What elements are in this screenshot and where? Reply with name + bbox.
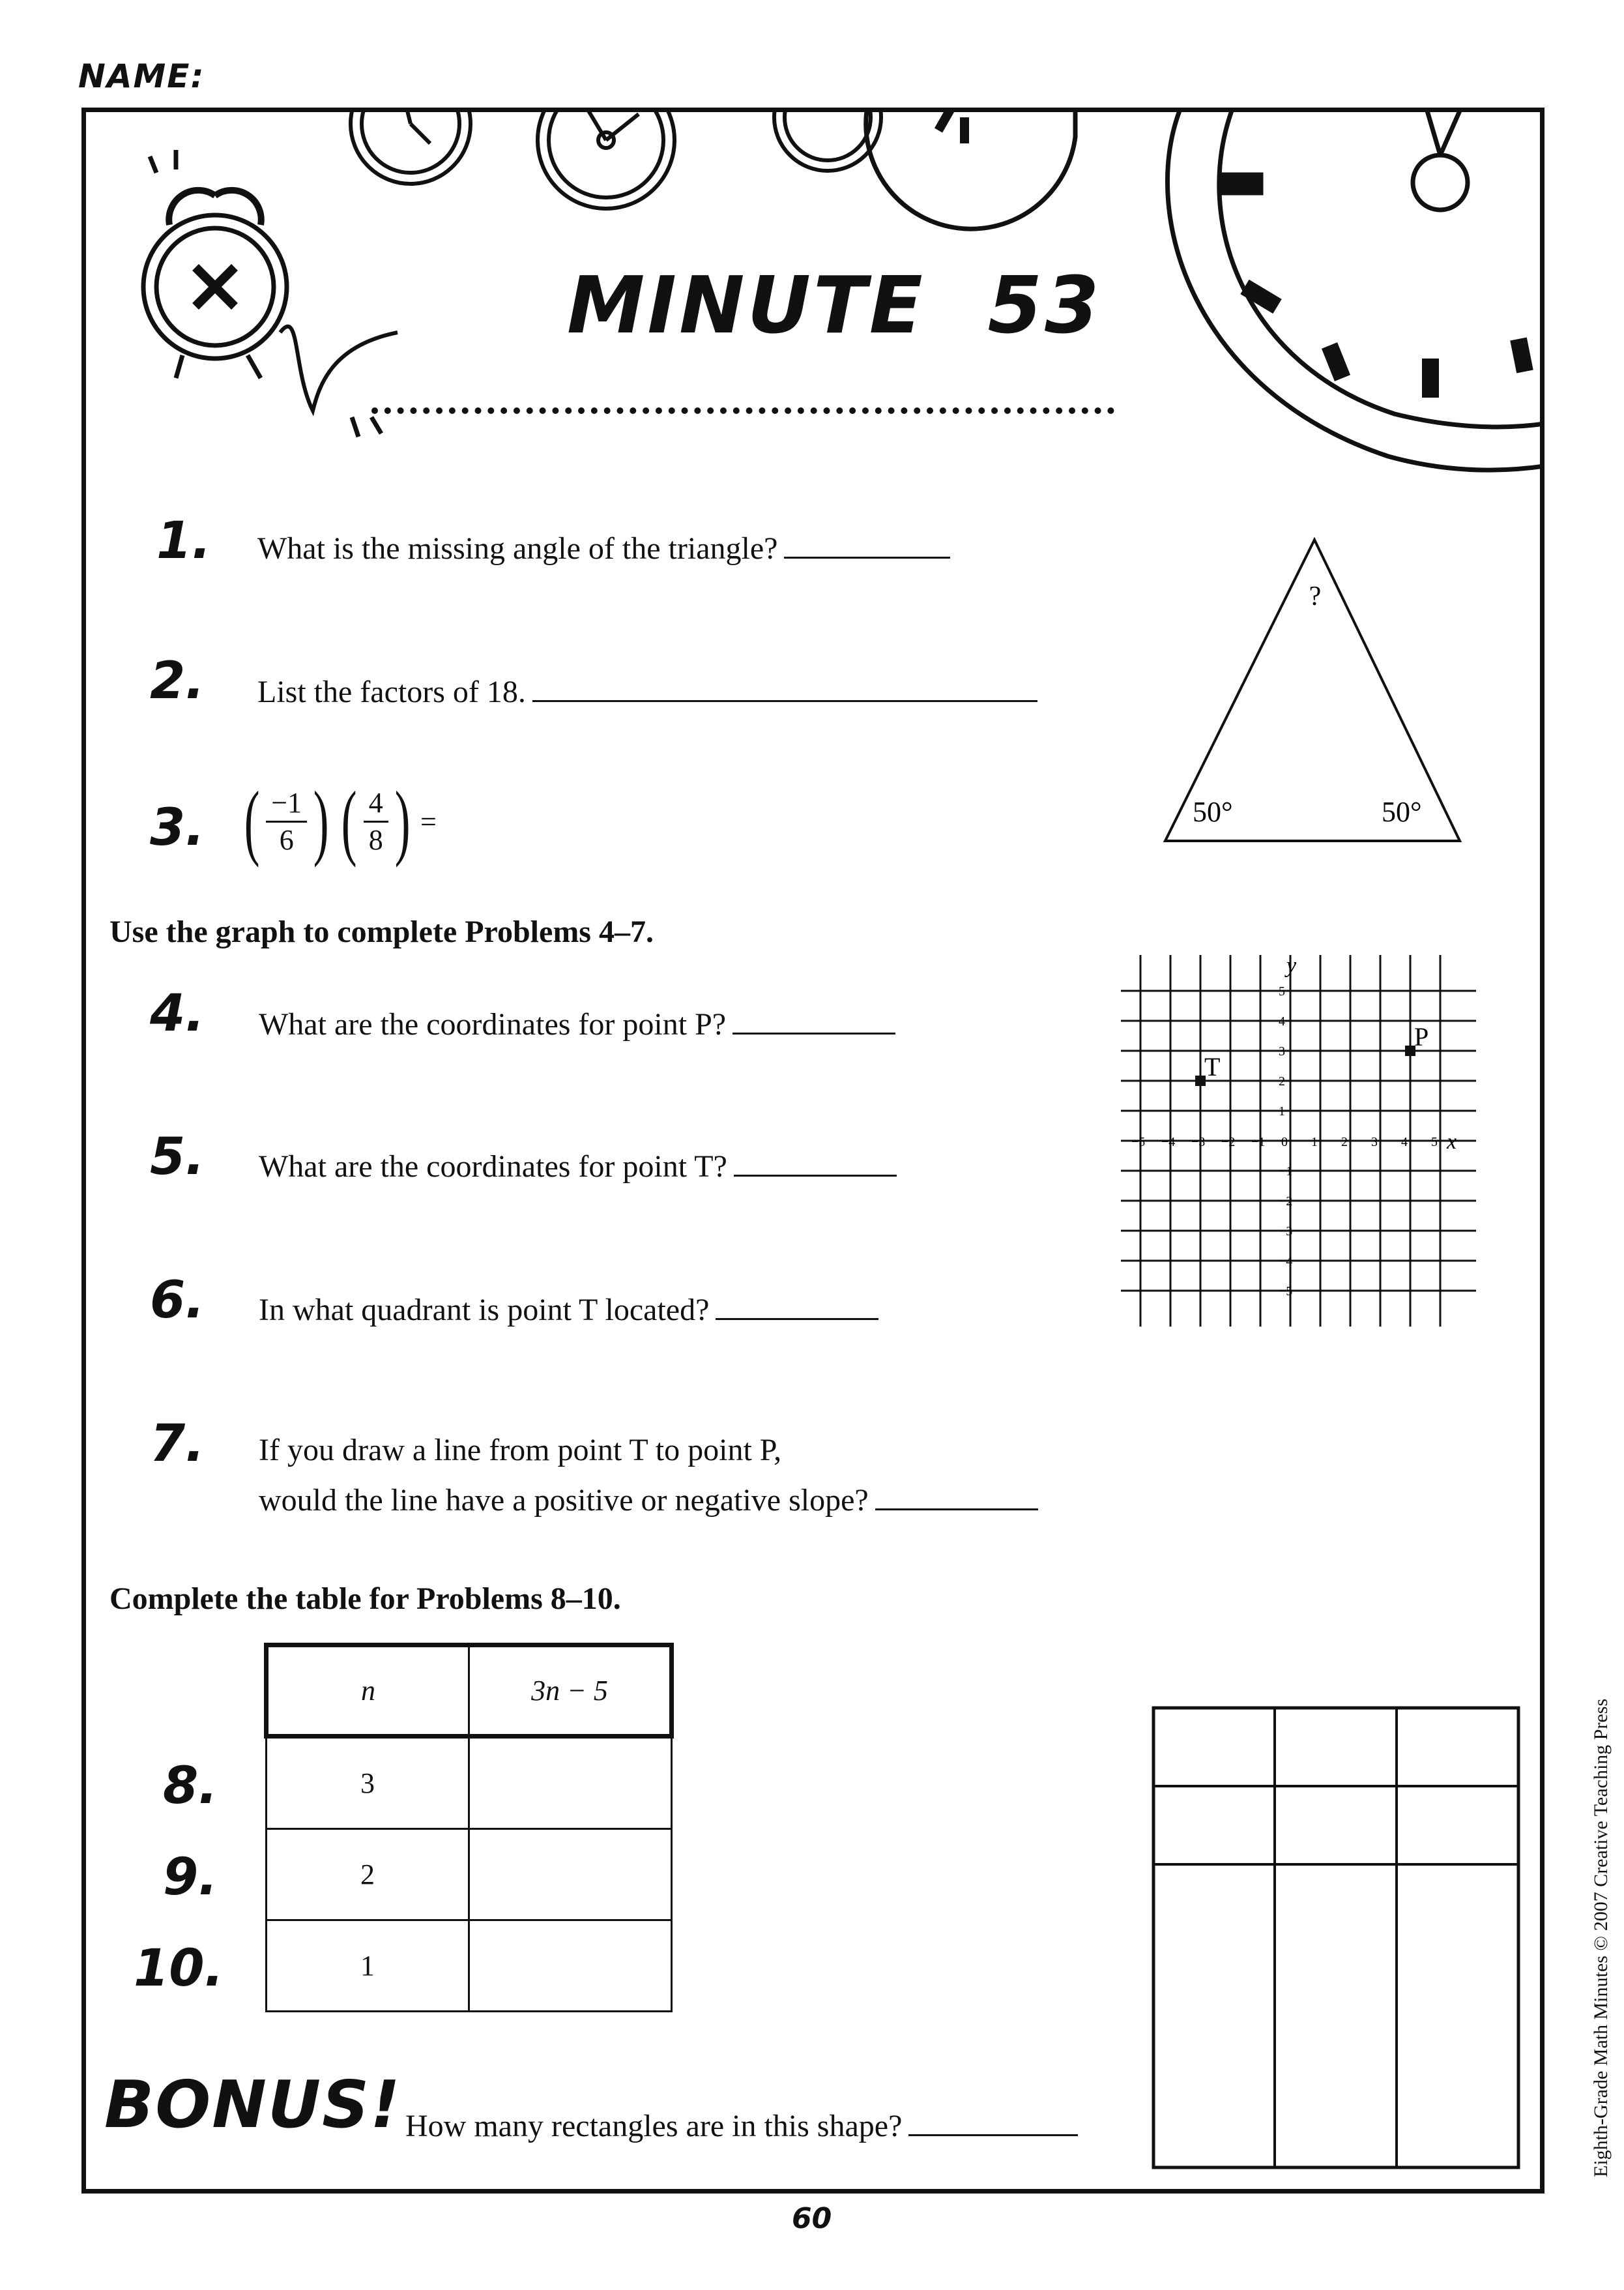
question-8-number: 8. [163,1757,218,1815]
answer-blank-7[interactable] [875,1480,1038,1510]
y-axis-label: y [1286,954,1297,978]
triangle-diagram [1160,535,1470,847]
question-1 [257,528,950,566]
question-7-line-1: If you draw a line from point T to point P, [259,1433,782,1467]
y-tick-label: −2 [1279,1194,1293,1209]
equals-sign: = [420,805,437,838]
answer-cell-8[interactable] [469,1737,672,1829]
header-n: n [267,1645,469,1737]
fraction-2: $\frac{4}{8}$ [364,785,388,858]
fraction-1: $\frac{-1}{6}$ [266,785,307,858]
rectangles-shape [1150,1705,1522,2171]
question-5 [259,1146,897,1184]
point-T-label: T [1204,1052,1221,1081]
question-6 [259,1289,878,1328]
question-1-text: What is the missing angle of the triangle? [257,531,778,566]
question-7-number: 7. [150,1415,205,1473]
small-clock-icon-2 [538,111,674,209]
bonus-label: BONUS! [104,2066,401,2143]
y-tick-label: 4 [1279,1014,1285,1029]
title-dotted-rule [371,407,1114,414]
question-4 [259,1004,895,1042]
page-number: 60 [792,2202,832,2235]
small-clock-icon-1 [351,111,471,184]
alarm-clock-icon [143,150,398,437]
large-clock-icon [1167,111,1544,470]
header-expression: 3n − 5 [469,1645,672,1737]
answer-blank-5[interactable] [734,1146,897,1177]
question-10-number: 10. [134,1939,224,1998]
triangle-left-angle-label: 50° [1193,796,1233,828]
medium-clock-icon [866,111,1075,229]
name-label: NAME: [78,57,205,95]
x-tick-label: 2 [1341,1135,1348,1149]
x-tick-label: 5 [1431,1135,1438,1149]
table-instructions: Complete the table for Problems 8–10. [109,1581,621,1616]
y-tick-label: 3 [1279,1044,1285,1059]
question-6-text: In what quadrant is point T located? [259,1293,710,1327]
question-2-number: 2. [150,652,205,711]
title-word: MINUTE [567,261,925,351]
answer-blank-4[interactable] [732,1004,895,1035]
x-tick-label: −1 [1251,1135,1266,1149]
function-table [264,1643,674,2012]
triangle-right-angle-label: 50° [1382,796,1422,828]
y-tick-label: −5 [1279,1284,1293,1299]
question-6-number: 6. [150,1271,205,1330]
coordinate-grid [1121,926,1486,1362]
table-row [267,1829,672,1920]
x-tick-label: −2 [1221,1135,1236,1149]
y-tick-label: 2 [1279,1074,1285,1089]
title-number: 53 [987,261,1102,351]
page-title [567,261,1102,351]
question-2 [257,671,1037,710]
table-row [267,1920,672,2012]
question-9-number: 9. [163,1848,218,1907]
question-3-expression: ( $\frac{-1}{6}$ ) ( $\frac{4}{8}$ ) = [244,774,437,868]
question-1-number: 1. [156,512,211,570]
answer-blank-2[interactable] [532,671,1037,702]
table-row [267,1737,672,1829]
y-tick-label: −4 [1279,1254,1293,1269]
question-5-number: 5. [150,1128,205,1186]
y-tick-label: 5 [1279,984,1285,999]
cell-n: 2 [267,1829,469,1920]
y-tick-label: −3 [1279,1224,1293,1239]
question-2-text: List the factors of 18. [257,675,526,709]
question-4-number: 4. [150,984,205,1043]
answer-cell-9[interactable] [469,1829,672,1920]
point-P-label: P [1414,1022,1429,1051]
cell-n: 1 [267,1920,469,2012]
answer-blank-bonus[interactable] [908,2106,1078,2136]
answer-cell-10[interactable] [469,1920,672,2012]
x-axis-label: x [1447,1130,1457,1154]
y-tick-label: 1 [1279,1104,1285,1119]
graph-instructions: Use the graph to complete Problems 4–7. [109,915,654,949]
x-tick-label: 0 [1281,1135,1288,1149]
question-7-line-2 [259,1480,1038,1518]
x-tick-label: −3 [1191,1135,1206,1149]
question-4-text: What are the coordinates for point P? [259,1007,727,1042]
x-tick-label: 3 [1371,1135,1378,1149]
y-tick-label: −1 [1279,1164,1293,1179]
table-header-row [267,1645,672,1737]
x-tick-label: 1 [1311,1135,1318,1149]
copyright-credit: Eighth-Grade Math Minutes © 2007 Creative Teaching Press [1590,1698,1612,2177]
x-tick-label: −4 [1161,1135,1176,1149]
x-tick-label: −5 [1131,1135,1146,1149]
bonus-question [405,2106,1078,2144]
x-tick-label: 4 [1401,1135,1408,1149]
question-3-number: 3. [150,799,205,857]
cell-n: 3 [267,1737,469,1829]
bonus-text: How many rectangles are in this shape? [405,2109,903,2143]
answer-blank-1[interactable] [784,528,950,559]
answer-blank-6[interactable] [716,1289,878,1320]
triangle-top-angle-label: ? [1309,581,1322,611]
question-7-text: would the line have a positive or negative slope? [259,1483,869,1518]
question-5-text: What are the coordinates for point T? [259,1149,727,1184]
